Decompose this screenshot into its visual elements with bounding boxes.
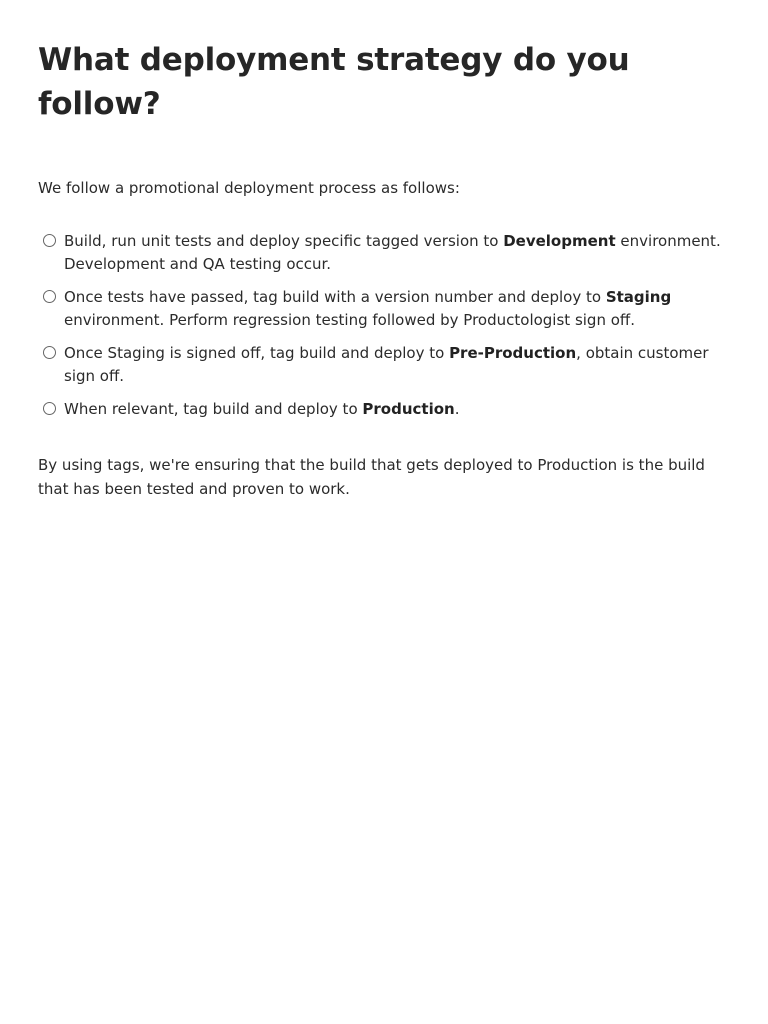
list-item xyxy=(38,230,730,276)
step-environment: Staging xyxy=(605,288,672,306)
circle-bullet-icon xyxy=(43,234,56,247)
list-item xyxy=(38,342,730,388)
step-environment: Production xyxy=(362,400,455,418)
step-text-after: environment. Perform regression testing followed by Productologist sign off. xyxy=(64,311,635,329)
intro-paragraph: We follow a promotional deployment process as follows: xyxy=(38,179,460,197)
list-item xyxy=(38,398,730,421)
step-text-after: environment. Development and QA testing occur. xyxy=(64,232,721,273)
step-environment: Development xyxy=(503,232,616,250)
step-text-before: Build, run unit tests and deploy specific tagged version to xyxy=(64,232,504,250)
step-text-before: Once tests have passed, tag build with a version number and deploy to xyxy=(64,288,606,306)
step-text-before: When relevant, tag build and deploy to xyxy=(64,400,363,418)
step-text-after: . xyxy=(454,400,460,418)
closing-paragraph: By using tags, we're ensuring that the build that gets deployed to Production is the build that has been tested and proven to work. xyxy=(38,456,705,498)
step-environment: Pre-Production xyxy=(449,344,577,362)
circle-bullet-icon xyxy=(43,402,56,415)
step-text-before: Once Staging is signed off, tag build and deploy to xyxy=(64,344,450,362)
page xyxy=(0,0,768,501)
circle-bullet-icon xyxy=(43,346,56,359)
list-item xyxy=(38,286,730,332)
deployment-steps-list xyxy=(38,230,730,421)
circle-bullet-icon xyxy=(43,290,56,303)
page-title: What deployment strategy do you follow? xyxy=(38,42,630,122)
step-text-after: , obtain customer sign off. xyxy=(64,344,709,385)
